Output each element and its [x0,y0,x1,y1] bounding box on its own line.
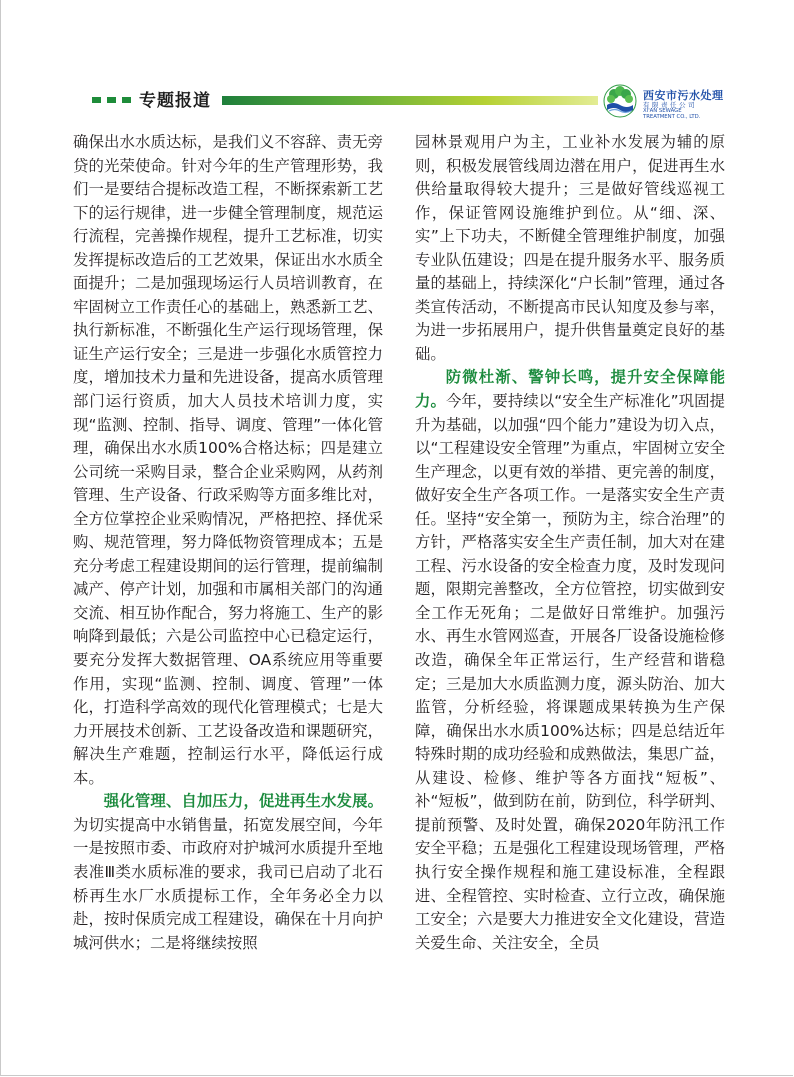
right-paragraph-2 [415,366,725,955]
logo-name-en-line2: TREATMENT CO., LTD. [643,114,701,120]
logo-name-en-line1: XI'AN SEWAGE [643,108,682,114]
section-title: 专题报道 [139,91,211,111]
right-paragraph-1: 园林景观用户为主，工业补水发展为辅的原则，积极发展管线周边潜在用户，促进再生水供给量取得较大提升；三是做好管线巡视工作，保证管网设施维护到位。从“细、深、实”上下功夫，不断健全管理维护制度，加强专业队伍建设；四是在提升服务水平、服务质量的基础上，持续深化“户长制”管理，通过各类宣传活动，不断提高市民认知度及参与率，为进一步拓展用户，提升供售量奠定良好的基础。 [415,133,725,363]
right-column [415,131,725,955]
logo-name-cn: 西安市污水处理 [643,89,724,102]
company-logo-icon [603,84,637,118]
left-paragraph-2 [73,790,383,955]
left-column [73,131,383,955]
left-paragraph-2-body: 为切实提高中水销售量，拓宽发展空间，今年一是按照市委、市政府对护城河水质提升至地表准Ⅲ类水质标准的要求，我司已启动了北石桥再生水厂水质提标工作，全年务必全力以赴，按时保质完成工程建设，确保在十月向护城河供水；二是将继续按照 [73,815,383,952]
header-square-1 [92,97,101,103]
header-gradient-bar [222,96,598,105]
left-paragraph-1: 确保出水水质达标，是我们义不容辞、责无旁贷的光荣使命。针对今年的生产管理形势，我们一是要结合提标改造工程，不断探索新工艺下的运行规律，进一步健全管理制度，规范运行流程，完善操作规程，提升工艺标准，切实发挥提标改造后的工艺效果，保证出水水质全面提升；二是加强现场运行人员培训教育，在牢固树立工作责任心的基础上，熟悉新工艺、执行新标准，不断强化生产运行现场管理，保证生产运行安全；三是进一步强化水质管控力度，增加技术力量和先进设备，提高水质管理部门运行资质，加大人员技术培训力度，实现“监测、控制、指导、调度、管理”一体化管理，确保出水水质100%合格达标；四是建立公司统一采购目录，整合企业采购网，从药剂管理、生产设备、行政采购等方面多维比对，全方位掌控企业采购情况，严格把控、择优采购、规范管理，努力降低物资管理成本；五是充分考虑工程建设期间的运行管理，提前编制减产、停产计划，加强和市属相关部门的沟通交流、相互协作配合，努力将施工、生产的影响降到最低；六是公司监控中心已稳定运行，要充分发挥大数据管理、OA系统应用等重要作用，实现“监测、控制、调度、管理”一体化，打造科学高效的现代化管理模式；七是大力开展技术创新、工艺设备改造和课题研究，解决生产难题，控制运行水平，降低运行成本。 [73,133,383,787]
logo-name-cn-sub: 有限责任公司 [643,101,697,109]
page-header [0,78,794,118]
header-square-2 [107,97,116,103]
right-subheading: 防微杜渐、警钟长鸣，提升安全保障能力。 [415,368,725,411]
left-subheading: 强化管理、自加压力，促进再生水发展。 [103,792,383,811]
right-paragraph-2-body: 今年，要持续以“安全生产标准化”巩固提升为基础，以加强“四个能力”建设为切入点，以“工程建设安全管理”为重点，牢固树立安全生产理念，以更有效的举措、更完善的制度，做好安全生产各项工作。一是落实安全生产责任。坚持“安全第一，预防为主，综合治理”的方针，严格落实安全生产责任制，加大对在建工程、污水设备的安全检查力度，及时发现问题，限期完善整改，全方位管控，切实做到安全工作无死角；二是做好日常维护。加强污水、再生水管网巡查，开展各厂设备设施检修改造，确保全年正常运行，生产经营和谐稳定；三是加大水质监测力度，源头防治、加大监管，分析经验，将课题成果转换为生产保障，确保出水水质100%达标；四是总结近年特殊时期的成功经验和成熟做法，集思广益，从建设、检修、维护等各方面找“短板”、补“短板”，做到防在前，防到位，科学研判、提前预警、及时处置，确保2020年防汛工作安全平稳；五是强化工程建设现场管理，严格执行安全操作规程和施工建设标准，全程跟进、全程管控、实时检查、立行立改，确保施工安全；六是要大力推进安全文化建设，营造关爱生命、关注安全，全员 [415,392,725,952]
header-square-3 [122,97,131,103]
logo-name-en [643,108,700,120]
company-logo [603,84,743,120]
